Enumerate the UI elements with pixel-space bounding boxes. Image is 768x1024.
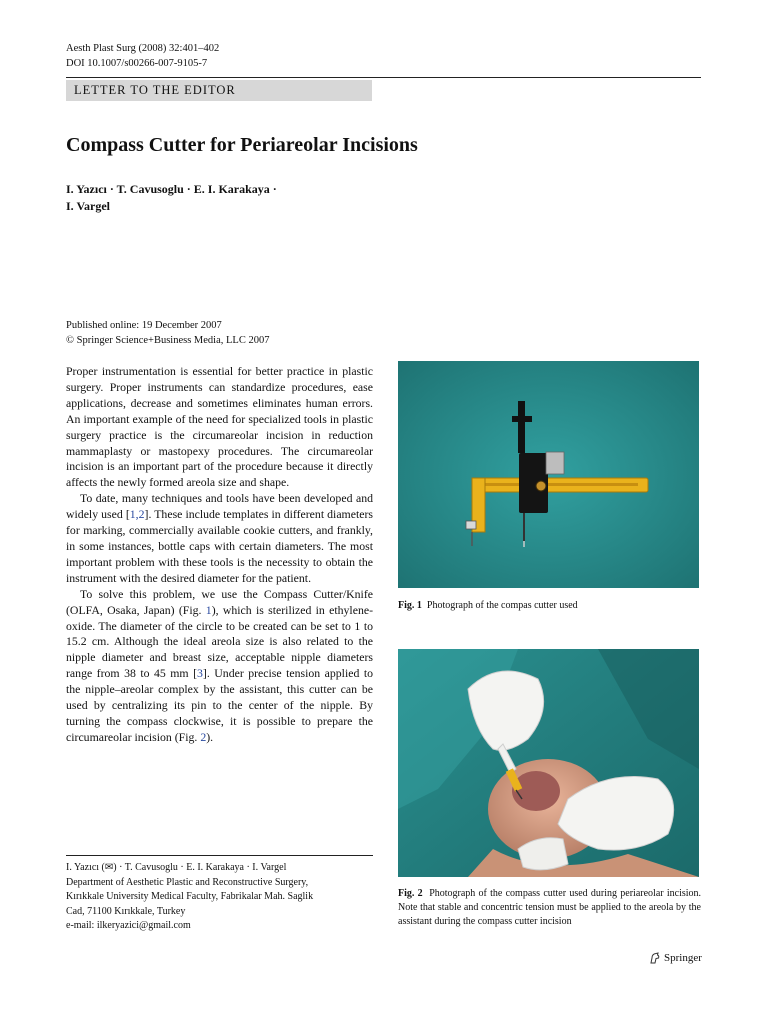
figure-2-photo [398,649,699,877]
figure-1-caption: Fig. 1 Photograph of the compas cutter used [398,600,578,611]
author-affiliation [66,861,376,934]
journal-citation [66,41,219,71]
authors-line-1: I. Yazıcı · T. Cavusoglu · E. I. Karakaya · [66,182,277,196]
doi-line[interactable]: DOI 10.1007/s00266-007-9105-7 [66,58,208,69]
paragraph-1: Proper instrumentation is essential for better practice in plastic surgery. Proper instruments can standardize procedures, ease applications, decrease and sometimes eliminates human errors. An important example of the need for specialized tools in plastic surgery practice is the circumareolar incision in reduction mammaplasty or mastopexy procedures. The circumareolar incision is an important part of the procedure because it directly affects the newly formed areola size and shape. [66,364,373,490]
publisher-name: Springer [664,952,702,964]
affiliation-faculty: Kırıkkale University Medical Faculty, Fabrikalar Mah. Saglik [66,891,314,902]
affiliation-address: Cad, 71100 Kırıkkale, Turkey [66,905,186,917]
publication-info [66,318,269,348]
figure-1-photo [398,361,699,588]
authors-line-2: I. Vargel [66,199,111,213]
author-list [66,181,277,215]
figure-link[interactable]: 1 [205,602,212,617]
article-title: Compass Cutter for Periareolar Incisions [66,134,418,156]
compass-cutter-photo [398,361,699,588]
paragraph-3: To solve this problem, we use the Compass Cutter/Knife (OLFA, Osaka, Japan) (Fig. 1), which is sterilized in ethylene-oxide. The diameter of the circle to be created can be set to 1 to 15.2 cm. Although the ideal areola size is also related to the nipple diameter and breast size, acceptable nipple diameters range from 38 to 45 mm [3]. Under precise tension applied to the nipple–areolar complex by the assistant, this cutter can be used by centralizing its pin to the center of the nipple. By turning the compass clockwise, it is possible to prepare the circumareolar incision (Fig. 2). [66,586,374,744]
affiliation-email[interactable]: e-mail: ilkeryazici@gmail.com [66,920,191,931]
surgery-photo [398,649,699,877]
springer-horse-icon [649,952,661,964]
citation-link[interactable]: 3 [197,666,203,681]
body-text [66,364,373,746]
citation-link[interactable]: 1,2 [129,507,145,522]
affiliation-dept: Department of Aesthetic Plastic and Reconstructive Surgery, [66,876,309,888]
publisher-logo [649,952,702,964]
published-date: Published online: 19 December 2007 [66,320,222,331]
copyright-line: © Springer Science+Business Media, LLC 2007 [66,335,270,346]
journal-line: Aesth Plast Surg (2008) 32:401–402 [66,43,220,54]
figure-1-label: Fig. 1 [398,600,422,611]
affiliation-names: I. Yazıcı (✉) · T. Cavusoglu · E. I. Karakaya · I. Vargel [66,862,287,873]
section-label: LETTER TO THE EDITOR [66,80,372,101]
figure-link[interactable]: 2 [200,729,207,744]
figure-2-caption: Fig. 2 Photograph of the compass cutter used during periareolar incision. Note that stable and concentric tension must be applied to the areola by the assistant during the compass cutter incision [398,888,702,927]
footnote-rule [66,855,373,856]
paragraph-2: To date, many techniques and tools have been developed and widely used [1,2]. These include templates in different diameters for marking, commercially available cookie cutters, and frankly, in some instances, bottle caps with certain diameters. The most important problem with these tools is the necessity to obtain the instrument with the desired diameter for the patient. [66,491,373,585]
header-rule [66,77,701,78]
figure-2-label: Fig. 2 [398,888,423,899]
